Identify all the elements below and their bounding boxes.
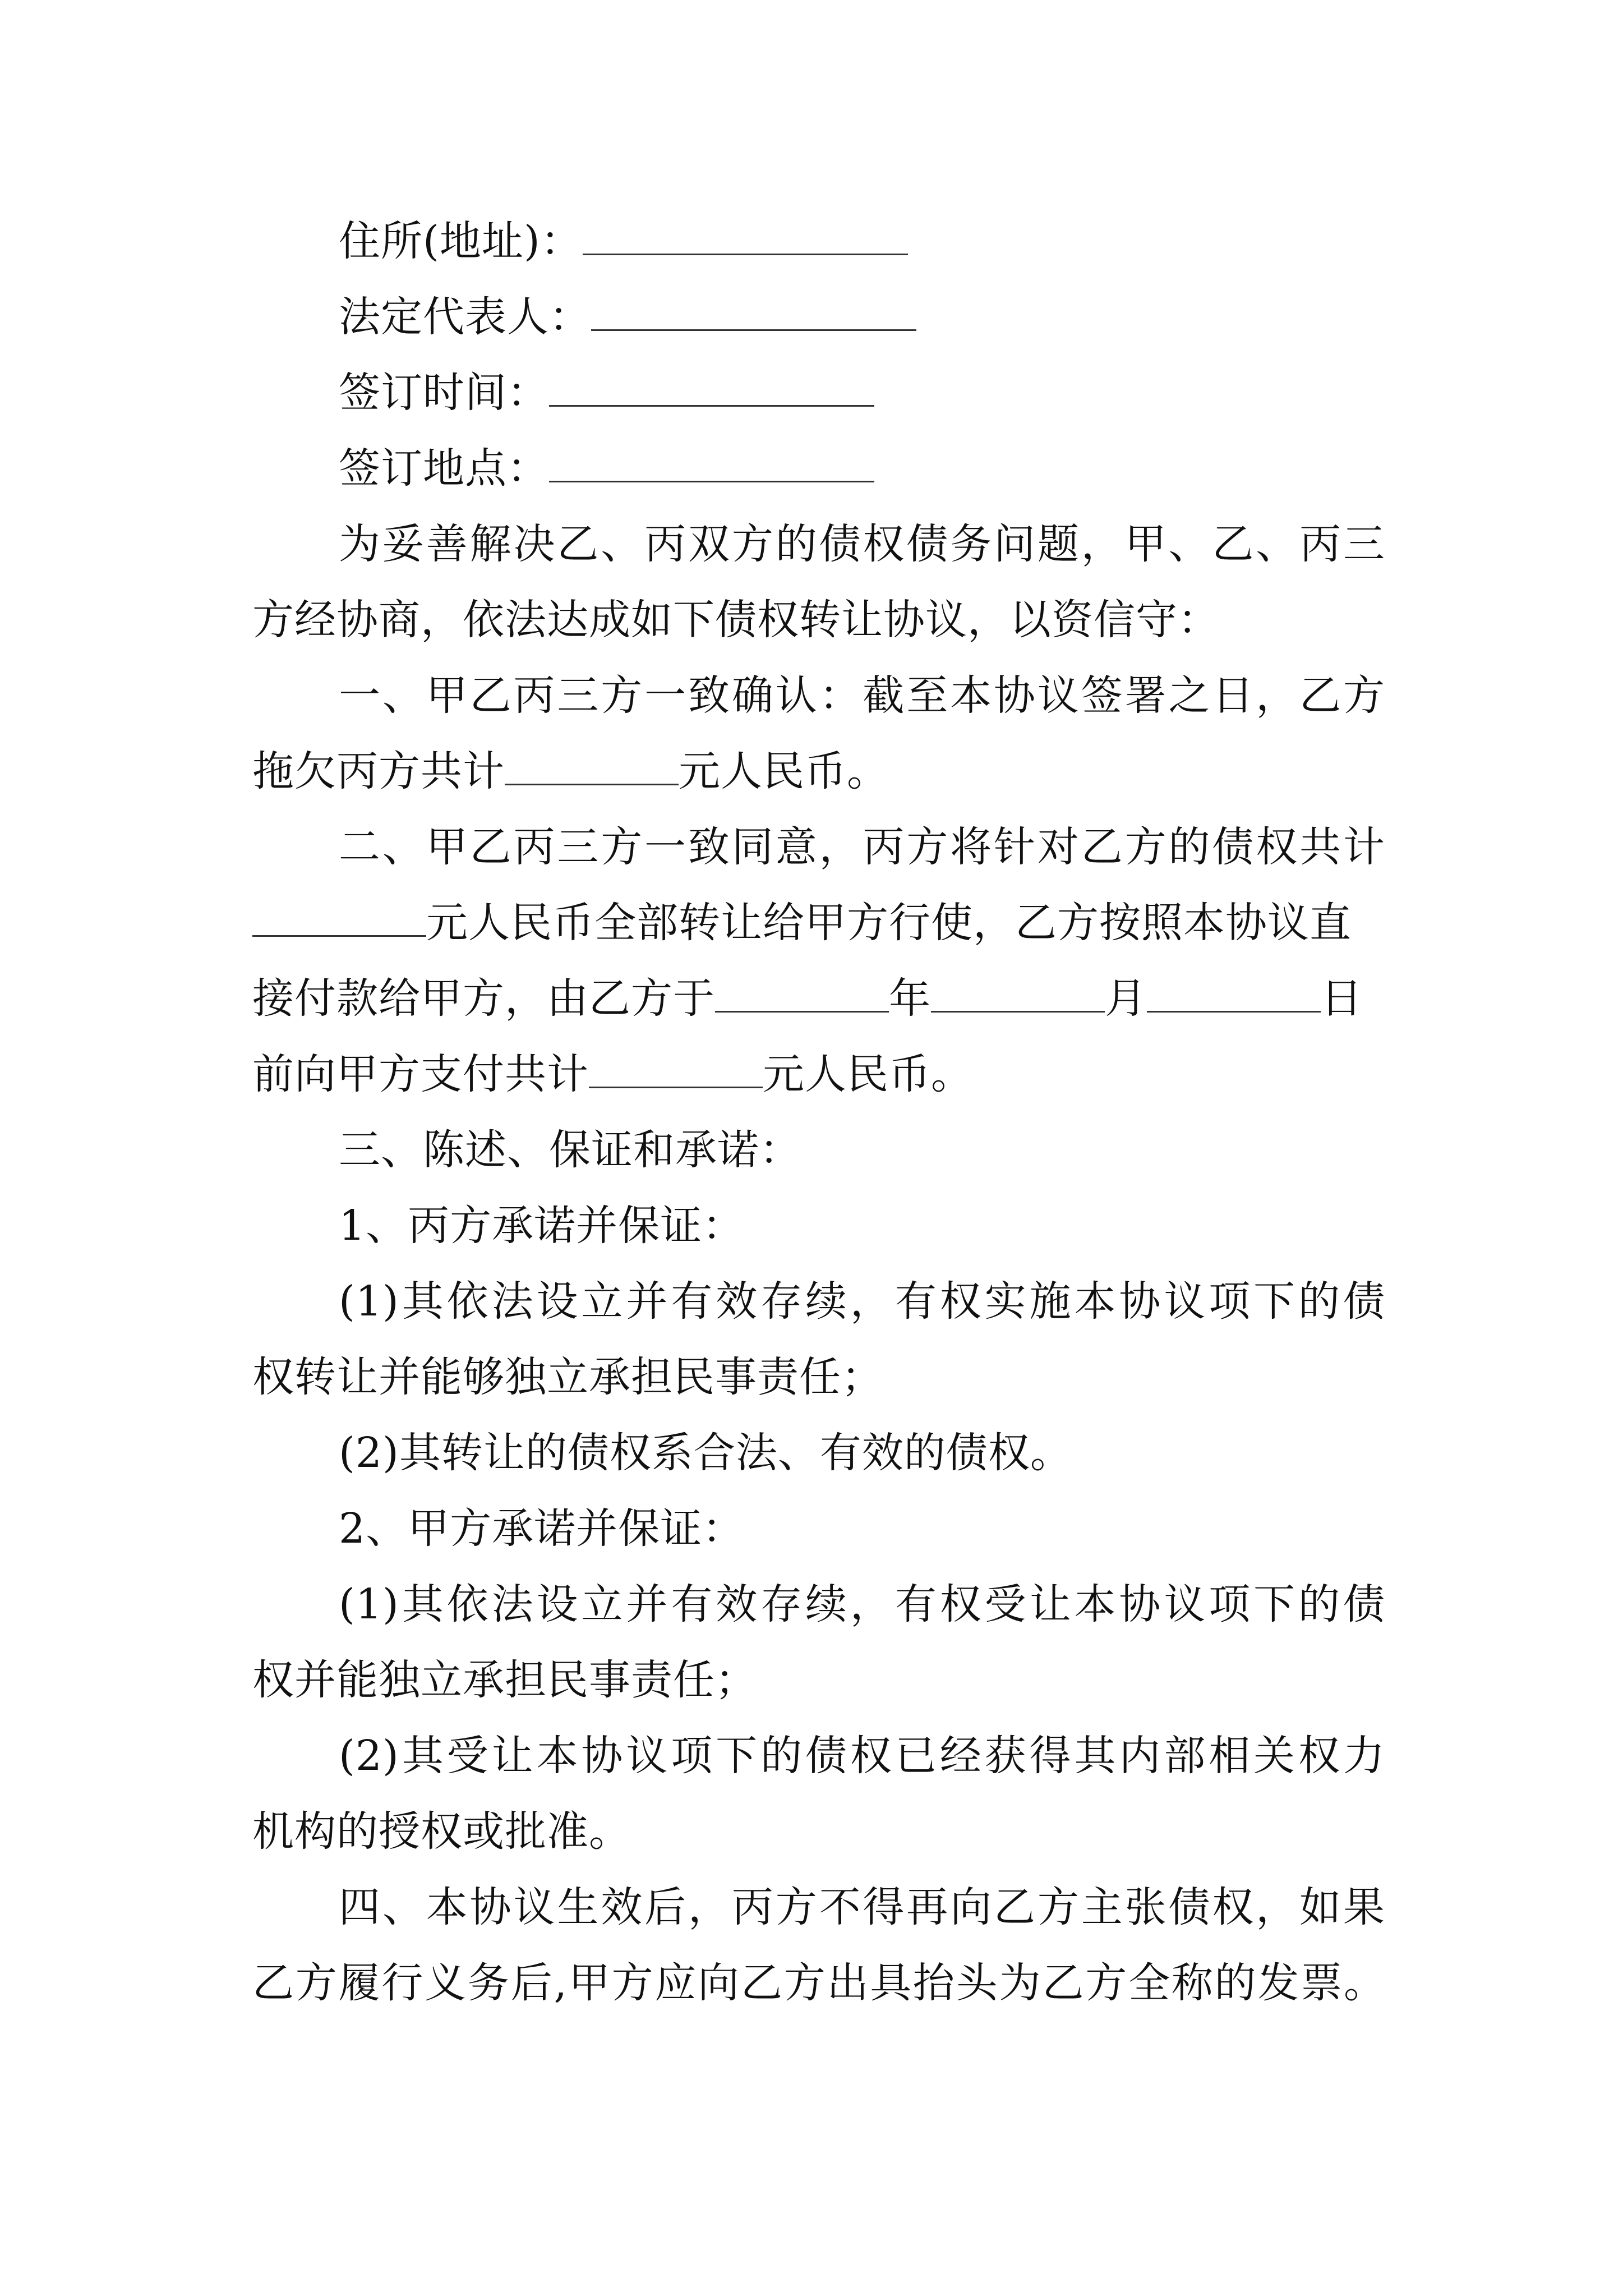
sign-time-blank xyxy=(549,372,874,407)
clause-1-line-2 xyxy=(252,743,1385,799)
sign-place-blank xyxy=(549,448,874,482)
day-blank xyxy=(1147,978,1321,1013)
sign-place-field xyxy=(339,440,1385,496)
address-field xyxy=(339,213,1385,269)
sign-place-label: 签订地点： xyxy=(339,444,549,493)
clause-2-amount-blank xyxy=(252,903,426,937)
clause-3-sub-2-item-2-line-2: 机构的授权或批准。 xyxy=(252,1807,631,1856)
intro-line-2: 方经协商，依法达成如下债权转让协议，以资信守： xyxy=(252,596,1220,644)
address-label: 住所(地址)： xyxy=(339,217,583,265)
address-blank xyxy=(583,221,908,255)
clause-3-sub-2-item-1-line-2: 权并能独立承担民事责任； xyxy=(252,1656,757,1704)
clause-3-sub-1-title: 1、丙方承诺并保证： xyxy=(339,1202,745,1250)
intro-line-1: 为妥善解决乙、丙双方的债权债务问题，甲、乙、丙三 xyxy=(339,520,1385,568)
clause-4-line-2: 乙方履行义务后,甲方应向乙方出具抬头为乙方全称的发票。 xyxy=(252,1959,1385,2007)
clause-3-sub-1-item-1-line-2: 权转让并能够独立承担民事责任； xyxy=(252,1353,883,1401)
clause-2-line-2 xyxy=(252,895,1385,951)
sign-time-label: 签订时间： xyxy=(339,369,549,417)
clause-2-payment-blank xyxy=(589,1054,763,1088)
representative-field xyxy=(339,289,1385,345)
clause-3-sub-2-title: 2、甲方承诺并保证： xyxy=(339,1504,745,1553)
clause-3-sub-1-item-1-line-1: (1)其依法设立并有效存续，有权实施本协议项下的债 xyxy=(339,1277,1385,1326)
clause-2-date-prefix: 接付款给甲方，由乙方于 xyxy=(252,974,715,1023)
clause-3-title: 三、陈述、保证和承诺： xyxy=(339,1126,801,1174)
clause-2-line-1: 二、甲乙丙三方一致同意，丙方将针对乙方的债权共计 xyxy=(339,823,1385,871)
clause-4-line-1: 四、本协议生效后，丙方不得再向乙方主张债权，如果 xyxy=(339,1883,1385,1931)
clause-2-payment-prefix: 前向甲方支付共计 xyxy=(252,1050,589,1098)
year-blank xyxy=(715,978,889,1013)
day-label: 日 xyxy=(1321,974,1363,1023)
clause-2-payment-suffix: 元人民币。 xyxy=(763,1050,973,1098)
month-blank xyxy=(931,978,1105,1013)
representative-blank xyxy=(591,297,916,331)
month-label: 月 xyxy=(1105,974,1147,1023)
clause-1-amount-blank xyxy=(505,751,679,785)
clause-1-amount-prefix: 拖欠丙方共计 xyxy=(252,747,505,795)
sign-time-field xyxy=(339,365,1385,421)
clause-2-line-3 xyxy=(252,970,1385,1027)
clause-1-line-1: 一、甲乙丙三方一致确认：截至本协议签署之日，乙方 xyxy=(339,671,1385,720)
clause-2-line-4 xyxy=(252,1046,1385,1102)
clause-3-sub-2-item-2-line-1: (2)其受让本协议项下的债权已经获得其内部相关权力 xyxy=(339,1732,1385,1780)
clause-3-sub-1-item-2: (2)其转让的债权系合法、有效的债权。 xyxy=(339,1429,1072,1477)
clause-3-sub-2-item-1-line-1: (1)其依法设立并有效存续，有权受让本协议项下的债 xyxy=(339,1580,1385,1628)
year-label: 年 xyxy=(889,974,931,1023)
clause-2-line-2-text: 元人民币全部转让给甲方行使，乙方按照本协议直 xyxy=(426,899,1352,947)
representative-label: 法定代表人： xyxy=(339,293,591,341)
clause-1-amount-suffix: 元人民币。 xyxy=(679,747,889,795)
